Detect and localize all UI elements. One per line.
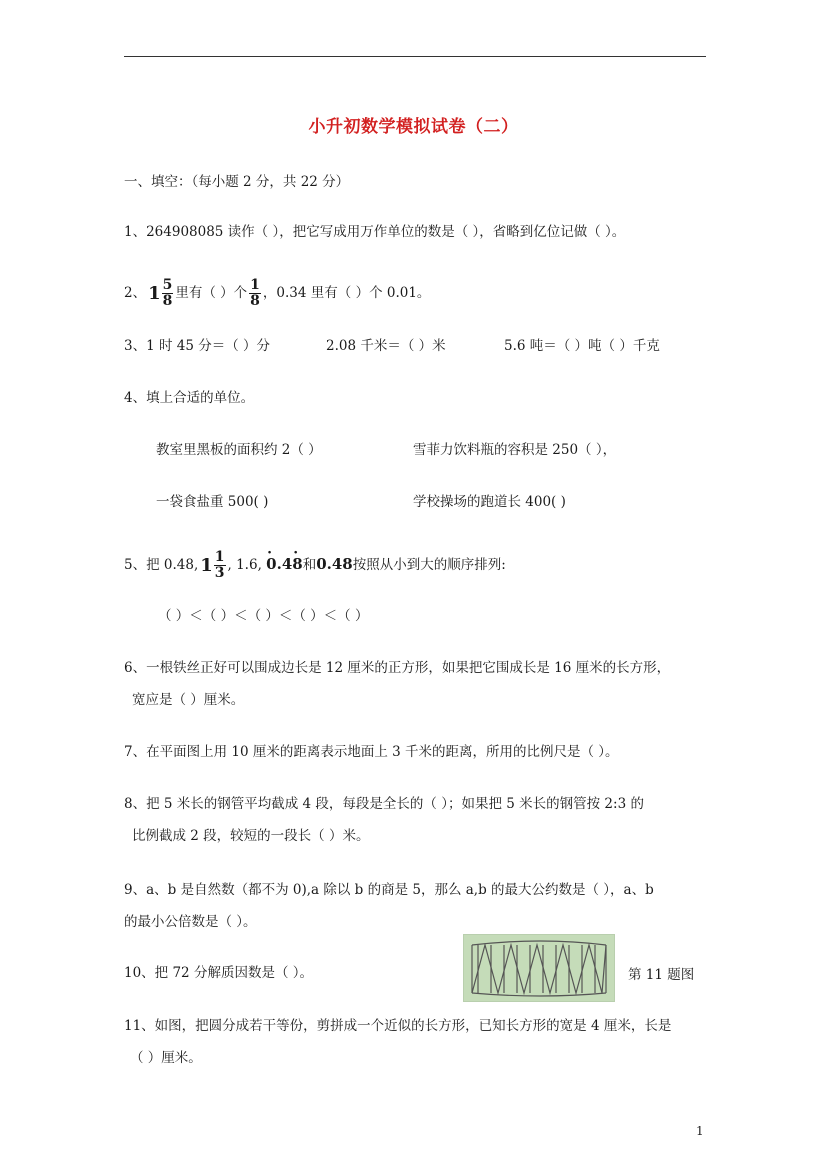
- question-11-line-2: （ ）厘米。: [130, 1050, 202, 1066]
- question-7: 7、在平面图上用 10 厘米的距离表示地面上 3 千米的距离，所用的比例尺是（ ）。: [124, 744, 619, 760]
- q2-mixed-numerator: 5: [162, 277, 173, 293]
- circle-rectangle-figure: [463, 934, 615, 1002]
- q5-and: 和: [302, 557, 317, 573]
- q2-numerator: 1: [250, 277, 260, 293]
- question-9-line-2: 的最小公倍数是（ ）。: [124, 914, 257, 930]
- q2-mid: 里有（ ）个: [175, 285, 248, 301]
- question-4b: 雪菲力饮料瓶的容积是 250（ ），: [413, 442, 617, 458]
- q2-denominator: 8: [250, 293, 260, 309]
- question-4d: 学校操场的跑道长 400( ): [413, 494, 566, 510]
- q5-mixed-whole: 1: [200, 554, 213, 576]
- figure-caption: 第 11 题图: [628, 967, 695, 983]
- page-title: 小升初数学模拟试卷（二）: [308, 117, 519, 137]
- q5-mixed-denominator: 3: [214, 565, 225, 581]
- q2-mixed-fraction: [148, 278, 173, 309]
- q5-mid: , 1.6,: [227, 557, 262, 573]
- question-6-line-1: 6、一根铁丝正好可以围成边长是 12 厘米的正方形，如果把它围成长是 16 厘米的长方形，: [124, 660, 671, 676]
- q2-mixed-whole: 1: [148, 282, 161, 304]
- q5-mixed-fraction: [200, 550, 225, 581]
- question-1: 1、264908085 读作（ ），把它写成用万作单位的数是（ ），省略到亿位记做（ ）。: [124, 224, 626, 240]
- question-6-line-2: 宽应是（ ）厘米。: [132, 692, 245, 708]
- question-2: [124, 278, 430, 309]
- section-heading: 一、填空：（每小题 2 分，共 22 分）: [124, 174, 350, 190]
- q5-prefix: 5、把 0.48,: [124, 557, 199, 573]
- question-10: 10、把 72 分解质因数是（ ）。: [124, 965, 313, 981]
- question-9-line-1: 9、a、b 是自然数（都不为 0),a 除以 b 的商是 5，那么 a,b 的最大公约数是（ ），a、b: [124, 882, 654, 898]
- q5-repeating-decimal-1: · 0.4· 8: [266, 554, 303, 574]
- q5-repeating-decimal-2: 0.48: [316, 555, 353, 573]
- question-8-line-2: 比例截成 2 段，较短的一段长（ ）米。: [132, 828, 370, 844]
- question-3-part-1: 3、1 时 45 分＝（ ）分: [124, 338, 271, 354]
- q5-suffix: 按照从小到大的顺序排列:: [352, 557, 506, 573]
- q2-fraction: [249, 278, 261, 309]
- question-5-answer: （ ）＜（ ）＜（ ）＜（ ）＜（ ）: [158, 608, 369, 624]
- q2-suffix: ，0.34 里有（ ）个 0.01。: [262, 285, 431, 301]
- page-number: 1: [696, 1124, 704, 1138]
- q2-mixed-denominator: 8: [162, 293, 173, 309]
- question-8-line-1: 8、把 5 米长的钢管平均截成 4 段，每段是全长的（ ）；如果把 5 米长的钢管按 2:3 的: [124, 796, 644, 812]
- question-3-part-2: 2.08 千米＝（ ）米: [326, 338, 446, 354]
- question-5: [124, 550, 506, 581]
- q5-mixed-numerator: 1: [214, 549, 225, 565]
- question-4a: 教室里黑板的面积约 2（ ）: [156, 442, 322, 458]
- q2-prefix: 2、: [124, 285, 147, 301]
- rearranged-circle-icon: [464, 935, 614, 1001]
- question-4c: 一袋食盐重 500( ): [156, 494, 269, 510]
- question-4-stem: 4、填上合适的单位。: [124, 390, 255, 406]
- question-3-part-3: 5.6 吨＝（ ）吨（ ）千克: [504, 338, 660, 354]
- question-11-line-1: 11、如图，把圆分成若干等份，剪拼成一个近似的长方形，已知长方形的宽是 4 厘米，长是: [124, 1018, 672, 1034]
- header-rule: [124, 56, 706, 57]
